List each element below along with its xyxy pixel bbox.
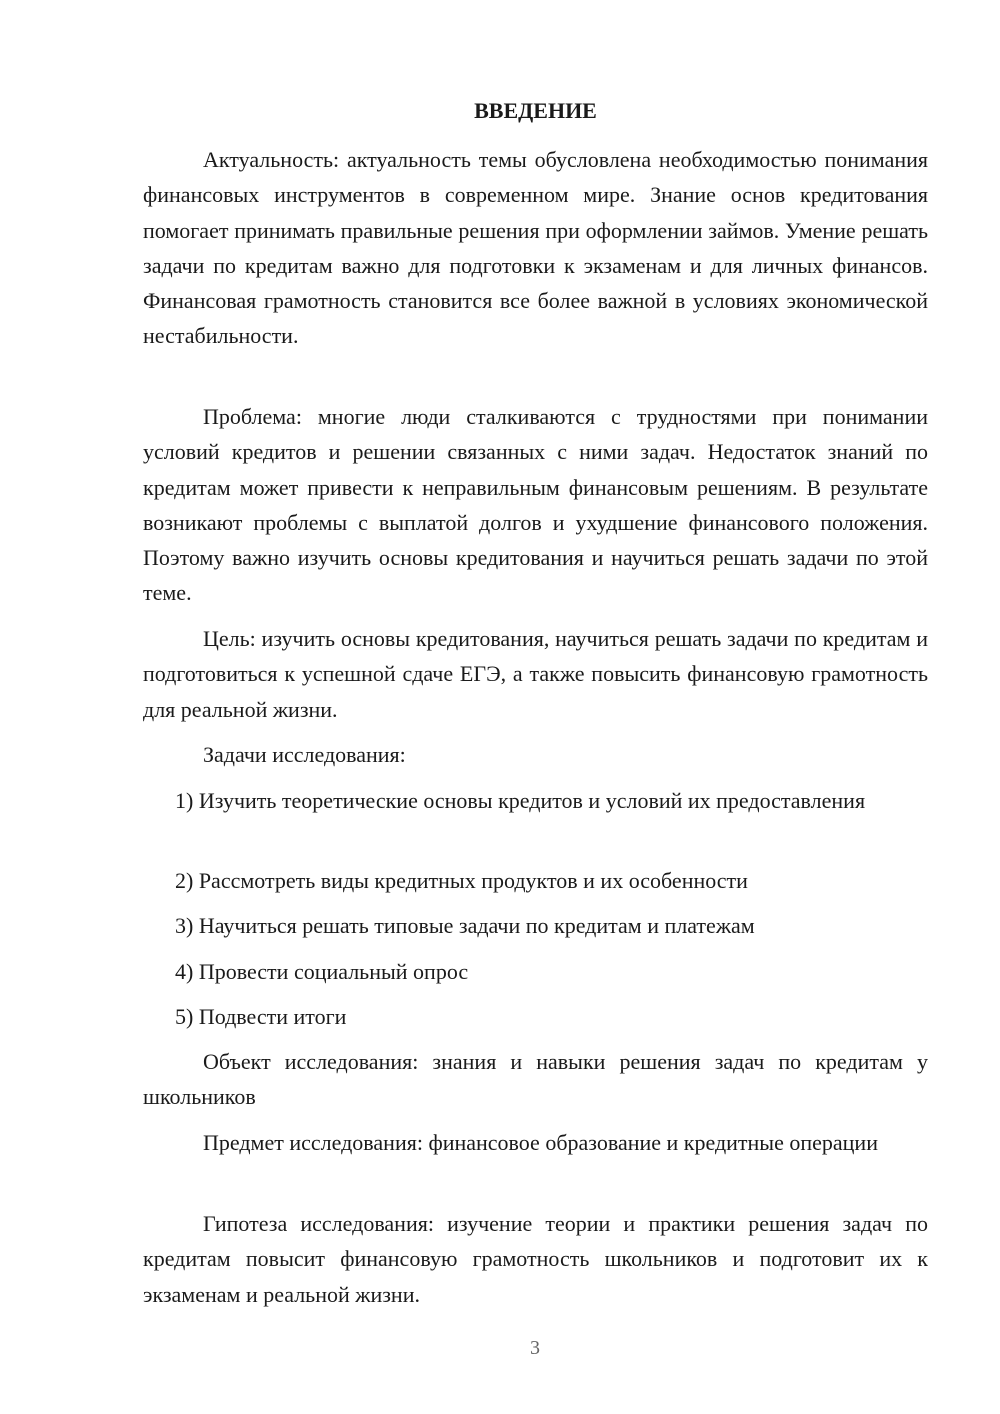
tasks-heading: Задачи исследования: [203,742,406,767]
task-item-3: 3) Научиться решать типовые задачи по кредитам и платежам [175,913,755,938]
page-number: 3 [530,1337,540,1359]
paragraph-problem: Проблема: многие люди сталкиваются с трудностями при понимании условий кредитов и решении связанных с ними задач. Недостаток знаний по кредитам может привести к неправильным финансовым решениям. В результате возникают проблемы с выплатой долгов и ухудшение финансового положения. Поэтому важно изучить основы кредитования и научиться решать задачи по этой теме. [143,404,928,606]
task-item-4: 4) Провести социальный опрос [175,959,469,984]
paragraph-subject: Предмет исследования: финансовое образование и кредитные операции [203,1130,878,1155]
task-item-2: 2) Рассмотреть виды кредитных продуктов и их особенности [175,868,748,893]
task-item-1: 1) Изучить теоретические основы кредитов и условий их предоставления [175,788,866,813]
page-title: ВВЕДЕНИЕ [474,98,597,123]
task-item-5: 5) Подвести итоги [175,1004,347,1029]
paragraph-hypothesis: Гипотеза исследования: изучение теории и практики решения задач по кредитам повысит финансовую грамотность школьников и подготовит их к экзаменам и реальной жизни. [143,1211,928,1307]
paragraph-object: Объект исследования: знания и навыки решения задач по кредитам у школьников [143,1049,928,1110]
paragraph-goal: Цель: изучить основы кредитования, научиться решать задачи по кредитам и подготовиться к успешной сдаче ЕГЭ, а также повысить финансовую грамотность для реальной жизни. [143,626,928,722]
paragraph-relevance: Актуальность: актуальность темы обусловлена необходимостью понимания финансовых инструментов в современном мире. Знание основ кредитования помогает принимать правильные решения при оформлении займов. Умение решать задачи по кредитам важно для подготовки к экзаменам и для личных финансов. Финансовая грамотность становится все более важной в условиях экономической нестабильности. [143,147,928,349]
